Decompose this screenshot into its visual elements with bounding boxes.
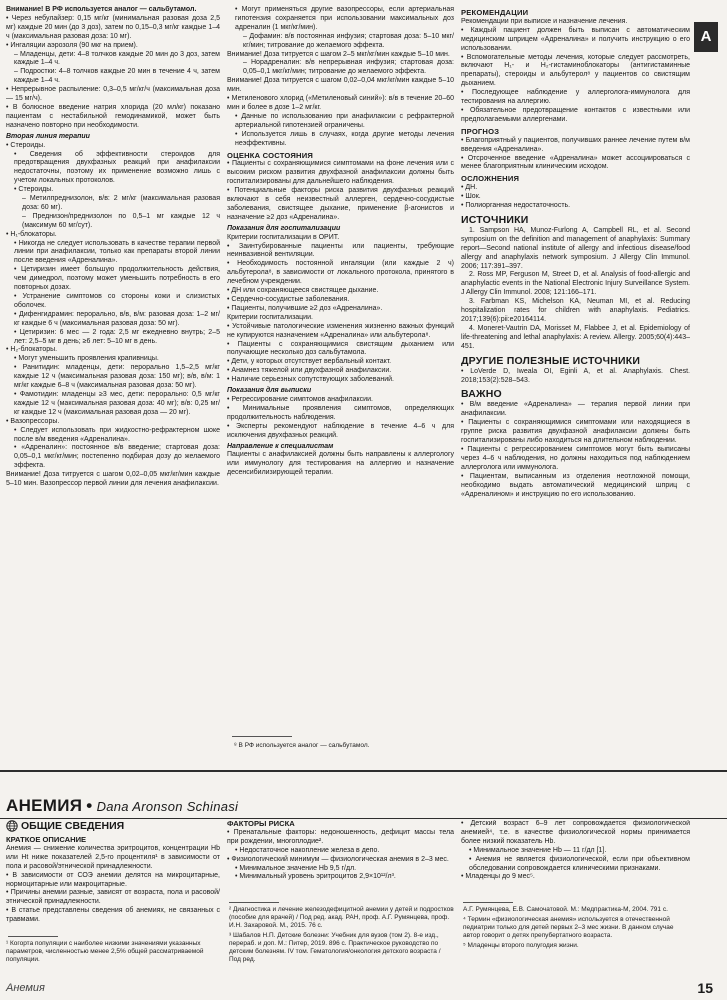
chapter-title: АНЕМИЯ	[6, 796, 83, 815]
col2-paragraph: Внимание! Доза титруется с шагом 0,02–0,04 мкг/кг/мин каждые 5–10 мин.	[227, 77, 454, 94]
col3-paragraph: • Благоприятный у пациентов, получивших раннее лечение путем в/м введения «Адреналина».	[461, 136, 690, 153]
col2-paragraph: Пациенты с анафилаксией должны быть направлены к аллергологу или иммунологу для тестирования на аллергию и назначение десенсибилизирующей терапии.	[227, 451, 454, 477]
col2-paragraph: • Пациенты, получившие ≥2 доз «Адреналина».	[227, 304, 383, 312]
col1-paragraph: • H₂-блокаторы.	[6, 346, 58, 354]
col3-paragraph: • Последующее наблюдение у аллерголога-иммунолога для тестирования на аллергию.	[461, 89, 690, 106]
col3-paragraph: • Обязательное предотвращение контактов с известными или предполагаемыми аллергенами.	[461, 106, 690, 123]
col3-paragraph: ВАЖНО	[461, 388, 502, 401]
col1-paragraph: • Сведения об эффективности стероидов для предотвращения двухфазных реакций при анафилаксии недостаточны, поэтому их применение возможно лишь с учетом локальных протоколов.	[14, 150, 220, 185]
col1-paragraph: • Цетиризин имеет большую продолжительность действия, чем димедрол, поэтому может уменьшить потребность в его повторных дозах.	[14, 266, 220, 292]
col3-paragraph: • Шок.	[461, 193, 481, 201]
chapter-bullet: •	[86, 796, 93, 815]
col3-paragraph: 2. Ross MP, Ferguson M, Street D, et al. Analysis of food-allergic and anaphylactic events in the National Electronic Injury Surveillance System. J Allergy Clin Immunol. 2008; 121:166–171.	[461, 271, 690, 297]
col3-paragraph: ДРУГИЕ ПОЛЕЗНЫЕ ИСТОЧНИКИ	[461, 354, 641, 367]
col1-paragraph: • Цетиризин: 6 мес — 2 года: 2,5 мг ежедневно внутрь; 2–5 лет: 2,5–5 мг в день; ≥6 лет: 5–10 мг в день.	[14, 328, 220, 345]
b3-paragraph: • Минимальное значение Hb — 11 г/дл [1].	[469, 846, 607, 854]
col1-paragraph: • H₁-блокаторы.	[6, 230, 57, 238]
section-basics-label: ОБЩИЕ СВЕДЕНИЯ	[21, 820, 125, 832]
footnote-rule	[232, 736, 292, 737]
col1-paragraph: Внимание! Доза титруется с шагом 0,02–0,05 мкг/кг/мин каждые 5–10 мин. Вазопрессор первой линии для лечения анафилаксии.	[6, 471, 220, 488]
col2-paragraph: • Сердечно-сосудистые заболевания.	[227, 296, 350, 303]
footnote-salbutamol: ⁸ В РФ используется аналог — сальбутамол.	[234, 742, 370, 749]
risk-factors	[227, 820, 454, 882]
col1-paragraph: • Ранитидин: младенцы, дети: перорально 1,5–2,5 мг/кг каждые 12 ч (максимальная разовая доза: 150 мг); в/в, в/м: 1 мг/кг каждые 6–8 ч (максимальная разовая доза: 50 мг).	[14, 364, 220, 390]
col3-paragraph: • В/м введение «Адреналина» — терапия первой линии при анафилаксии.	[461, 401, 690, 418]
age-notes	[461, 820, 690, 882]
col2-paragraph: • Наличие серьезных сопутствующих заболеваний.	[227, 376, 394, 384]
b1-paragraph: КРАТКОЕ ОПИСАНИЕ	[6, 835, 87, 844]
col3-paragraph: ОСЛОЖНЕНИЯ	[461, 174, 520, 184]
col2-paragraph: • Данные по использованию при анафилаксии с рефрактерной артериальной гипотензией ограничены.	[235, 112, 454, 129]
col3-paragraph: РЕКОМЕНДАЦИИ	[461, 8, 529, 17]
column-3	[461, 6, 690, 766]
col1-paragraph: • Фамотидин: младенцы ≥3 мес, дети: перорально: 0,5 мг/кг каждые 12 ч (максимальная разовая доза: 40 мг); в/в: 0,25 мг/кг каждые 12 ч (максимальная разовая доза — 20 мг).	[14, 390, 220, 416]
col3-paragraph: • Каждый пациент должен быть выписан с автоматическим медицинским шприцем «Адреналина» и получить инструкцию о его использовании.	[461, 26, 690, 52]
col2-paragraph: • Используется лишь в случаях, когда другие методы лечения неэффективны.	[235, 130, 454, 147]
col3-paragraph: 4. Moneret-Vautrin DA, Morisset M, Flabbee J, et al. Epidemiology of life-threatening and lethal anaphylaxis: A review. Allergy. 2005;60(4):443–451.	[461, 324, 690, 350]
b1-paragraph: • В статье представлены сведения об анемиях, не связанных с травмами.	[6, 907, 220, 924]
col1-paragraph: • Устранение симптомов со стороны кожи и слизистых оболочек.	[14, 293, 220, 309]
col3-paragraph: Рекомендации при выписке и назначение лечения.	[461, 17, 628, 25]
anemia-description	[6, 836, 220, 925]
col3-paragraph: • Пациенты с регрессированием симптомов могут быть выписаны через 4–6 ч наблюдения, но должны находиться под наблюдением аллерголога или иммунолога.	[461, 445, 690, 471]
col3-paragraph: • Пациенты с сохраняющимися симптомами или находящиеся в группе риска развития двухфазной анафилаксии должны быть госпитализированы либо находиться на длительном наблюдении.	[461, 419, 690, 445]
footnote-rule-2	[8, 936, 58, 937]
col2-paragraph: • ДН или сохраняющееся свистящее дыхание.	[227, 287, 379, 295]
col3-paragraph: • Полиорганная недостаточность.	[461, 202, 571, 210]
footnote-rule-3	[229, 902, 279, 903]
b2-paragraph: • Недостаточное накопление железа в депо.	[235, 846, 380, 854]
col1-paragraph: • Непрерывное распыление: 0,3–0,5 мг/кг/ч (максимальная доза — 15 мг/ч).	[6, 86, 220, 103]
col1-paragraph: – Младенцы, дети: 4–8 толчков каждые 20 мин до 3 доз, затем каждые 1–4 ч.	[14, 50, 220, 67]
col2-paragraph: • Эксперты рекомендуют наблюдение в течение 4–6 ч для исключения двухфазных реакций.	[227, 422, 454, 439]
col1-paragraph: • «Адреналин»: постоянное в/в введение; стартовая доза: 0,05–0,1 мкг/кг/мин; постепенно подбирая дозу до желаемого эффекта.	[14, 444, 220, 470]
col2-paragraph: Направление к специалистам	[227, 442, 334, 450]
col3-paragraph: ИСТОЧНИКИ	[461, 213, 529, 226]
page-number: 15	[697, 980, 713, 996]
col1-paragraph: – Метилпреднизолон, в/в: 2 мг/кг (максимальная разовая доза: 60 мг).	[22, 195, 220, 211]
col1-paragraph: • Могут уменьшить проявления крапивницы.	[14, 355, 159, 363]
col2-paragraph: Внимание! Доза титруется с шагом 2–5 мкг/кг/мин каждые 5–10 мин.	[227, 50, 450, 58]
col2-paragraph: • Анамнез тяжелой или двухфазной анафилаксии.	[227, 367, 392, 375]
col1-paragraph: – Преднизон/преднизолон по 0,5–1 мг каждые 12 ч (максимум 60 мг/сут).	[22, 212, 220, 229]
globe-icon	[6, 820, 18, 832]
col3-paragraph: ПРОГНОЗ	[461, 126, 500, 136]
chapter-author: Dana Aronson Schinasi	[96, 799, 239, 814]
col2-paragraph: • Устойчивые патологические изменения жизненно важных функций не купируются назначением «Адреналина» или альбутерола⁸.	[227, 322, 454, 339]
page-footer	[0, 982, 727, 998]
col2-paragraph: Показания для выписки	[227, 387, 312, 395]
b1-paragraph: • В зависимости от СОЭ анемии делятся на микроцитарные, нормоцитарные или макроцитарные.	[6, 871, 220, 888]
col2-paragraph: – Дофамин: в/в постоянная инфузия; стартовая доза: 5–10 мкг/кг/мин; титрование до желаемого эффекта.	[243, 32, 454, 49]
b2-paragraph: • Физиологический минимум — физиологическая анемия в 2–3 мес.	[227, 855, 449, 863]
column-1	[6, 6, 220, 766]
footnote-3: ³ Шабалов Н.П. Детские болезни: Учебник для вузов (том 2). 8-е изд., перераб. и доп. М.: Питер, 2019. 896 с. Практическое руководство по детским болезням. IV том. Гематология/онкология детского возраста / Под ред.	[229, 932, 441, 963]
col2-paragraph: • Заинтубированные пациенты или пациенты, требующие неинвазивной вентиляции.	[227, 242, 454, 259]
col1-paragraph: • Дифенгидрамин: перорально, в/в, в/м: разовая доза: 1–2 мг/кг каждые 6 ч (максимальная разовая доза: 50 мг).	[14, 310, 220, 327]
col3-paragraph: • LoVerde D, Iweala OI, Eginli A, et al. Anaphylaxis. Chest. 2018;153(2):528–543.	[461, 367, 690, 384]
col2-paragraph: • Метиленового хлорид («Метиленовый синий»): в/в в течение 20–60 мин и более в дозе 1–2 мг/кг.	[227, 95, 454, 111]
running-footer-title: Анемия	[6, 982, 45, 994]
b2-paragraph: ФАКТОРЫ РИСКА	[227, 820, 295, 828]
chapter-underline	[0, 818, 727, 819]
col1-paragraph: • В болюсное введение натрия хлорида (20 мл/кг) показано пациентам с нестабильной гемодинамикой, может быть назначено повторно при необходимости.	[6, 103, 220, 129]
footnote-5: ⁵ Младенцы второго полугодия жизни.	[463, 942, 579, 949]
footnote-4: ⁴ Термин «физиологическая анемия» используется в отечественной педиатрии только для детей первых 2–3 мес жизни. В данном случае автор говорит о детях препубертатного возраста.	[463, 916, 674, 939]
footnotes-age	[463, 906, 690, 950]
section-basics-heading	[6, 820, 220, 832]
anemia-column-1	[6, 820, 220, 950]
col3-paragraph: • ДН.	[461, 184, 478, 192]
col2-paragraph: Критерии госпитализации.	[227, 313, 313, 321]
col1-paragraph: Вторая линия терапии	[6, 132, 90, 140]
footnote-percentile: ¹ Когорта популяции с наиболее низкими значениями указанных параметров, численностью менее 2,5% общей рассматриваемой популяции.	[6, 940, 204, 963]
col1-paragraph: • Стероиды.	[14, 186, 54, 194]
col1-paragraph: Внимание! В РФ используется аналог — сальбутамол.	[6, 6, 197, 13]
col3-paragraph: • Отсроченное введение «Адреналина» может ассоциироваться с менее благоприятным клиническим исходом.	[461, 154, 690, 171]
col2-paragraph: Показания для госпитализации	[227, 224, 341, 232]
col3-paragraph: 3. Farbman KS, Michelson KA, Neuman MI, et al. Reducing hospitalization rates for children with anaphylaxis. Pediatrics. 2017;139(6):pii:e20164114.	[461, 298, 690, 323]
b3-paragraph: • Детский возраст 6–9 лет сопровождается физиологической анемией⁴, т.е. в качестве физиологической нормы принимается более низкий показатель Hb.	[461, 820, 690, 845]
col2-paragraph: • Необходимость постоянной ингаляции (или каждые 2 ч) альбутерола⁸, в зависимости от локального протокола, принятого в лечебном учреждении.	[227, 260, 454, 286]
b1-paragraph: • Причины анемии разные, зависят от возраста, пола и расовой/этнической принадлежности.	[6, 889, 220, 906]
b3-paragraph: • Анемия не является физиологической, если при объективном обследовании сопровождается клиническими признаками.	[469, 855, 690, 872]
b2-paragraph: • Минимальный уровень эритроцитов 2,9×10¹²/л³.	[235, 873, 396, 881]
col1-paragraph: • Стероиды.	[6, 141, 46, 149]
chapter-divider	[0, 770, 727, 772]
col3-paragraph: 1. Sampson HA, Munoz-Furlong A, Campbell RL, et al. Second symposium on the definition and management of anaphylaxis: Summary report—Second national institute of allergy and infectious disease/food allergy and anaphylaxis network symposium. J Allergy Clin Immunol. 2006; 117:391–397.	[461, 226, 690, 270]
col1-paragraph: • Следует использовать при жидкостно-рефрактерном шоке после в/м введения «Адреналина».	[14, 426, 220, 443]
b2-paragraph: • Минимальное значение Hb 9,5 г/дл.	[235, 864, 357, 872]
footnotes-risk	[229, 906, 454, 964]
col1-paragraph: • Ингаляции аэрозоля (90 мкг на прием).	[6, 41, 138, 49]
col2-paragraph: – Норадреналин: в/в непрерывная инфузия; стартовая доза: 0,05–0,1 мкг/кг/мин; титрование до желаемого эффекта.	[243, 59, 454, 76]
chapter-heading	[6, 796, 238, 816]
col2-paragraph: • Пациенты с сохраняющимися симптомами на фоне лечения или с высоким риском развития двухфазной анафилаксии должны быть госпитализированы для дальнейшего наблюдения.	[227, 160, 454, 186]
col1-paragraph: • Никогда не следует использовать в качестве терапии первой линии при анафилаксии, только как препараты второй линии после введения «Адреналина».	[14, 239, 220, 265]
col2-paragraph: • Потенциальные факторы риска развития двухфазных реакций включают в себя неизвестный аллерген, сердечно-сосудистые заболевания, свистящее дыхание, применение β-агонистов и назначение ≥2 доз «Адреналина».	[227, 187, 454, 221]
col3-paragraph: • Пациентам, выписанным из отделения неотложной помощи, необходимо выдать автоматический медицинский шприц с «Адреналином» и инструкцию по его использованию.	[461, 472, 690, 498]
footnote-2: ² Диагностика и лечение железодефицитной анемии у детей и подростков (пособие для врачей) / Под ред. акад. РАН, проф. А.Г. Румянцева, проф. И.Н. Захаровой. М., 2015. 76 с.	[229, 906, 454, 929]
col2-paragraph: • Пациенты с сохраняющимися свистящим дыханием или получающие несколько доз сальбутамола.	[227, 340, 454, 357]
section-tab-letter: А	[694, 22, 718, 52]
col2-paragraph: • Регрессирование симптомов анафилаксии.	[227, 395, 373, 403]
col2-paragraph: • Могут применяться другие вазопрессоры, если артериальная гипотензия сохраняется при использовании максимальных доз адреналин (1 мкг/кг/мин).	[235, 6, 454, 31]
b1-paragraph: Анемия — снижение количества эритроцитов, концентрации Hb или Ht ниже показателей 2,5-го процентиля¹ в зависимости от пола и расовой/этнической принадлежности.	[6, 844, 220, 870]
col1-paragraph: • Через небулайзер: 0,15 мг/кг (минимальная разовая доза 2,5 мг) каждые 20 мин (до 3 доз), затем по 0,15–0,3 мг/кг каждые 1–4 ч (максимальная разовая доза: 10 мг).	[6, 14, 220, 40]
col2-paragraph: • Дети, у которых отсутствует вербальный контакт.	[227, 358, 392, 366]
col2-paragraph: • Минимальные проявления симптомов, определяющих продолжительность наблюдения.	[227, 404, 454, 421]
footnote-rule-4	[463, 902, 513, 903]
col1-paragraph: • Вазопрессоры.	[6, 417, 60, 425]
col1-paragraph: – Подростки: 4–8 толчков каждые 20 мин в течение 4 ч, затем каждые 1–4 ч.	[14, 68, 220, 85]
column-2	[227, 6, 454, 766]
b2-paragraph: • Пренатальные факторы: недоношенность, дефицит массы тела при рождении, многоплодие².	[227, 828, 454, 845]
col3-paragraph: • Вспомогательные методы лечения, которые следует рассмотреть, включают H₁- и H₂-гистаминоблокаторы (антигистаминные препараты), стероиды и альбутерол⁸ у пациентов со свистящим дыханием.	[461, 53, 690, 88]
col2-paragraph: Критерии госпитализации в ОРИТ.	[227, 233, 340, 241]
b3-paragraph: • Младенцы до 9 мес⁵.	[461, 873, 535, 881]
col2-paragraph: ОЦЕНКА СОСТОЯНИЯ	[227, 150, 314, 160]
footnote-3-cont: А.Г. Румянцева, Е.В. Самочатовой. М.: Медпрактика-М, 2004. 791 с.	[463, 906, 668, 913]
